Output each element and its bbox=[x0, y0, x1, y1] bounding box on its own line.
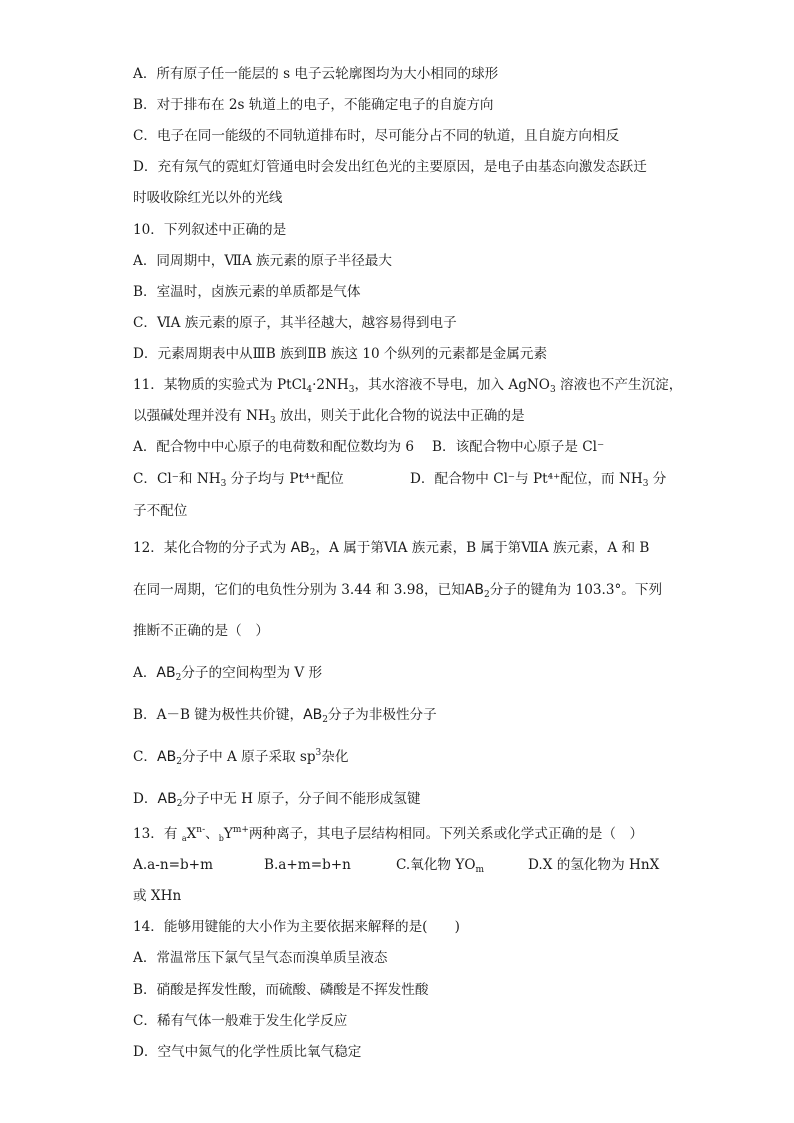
q12-option-c: C．$AB_2$分子中 A 原子采取 $sp^3$杂化 bbox=[133, 748, 349, 767]
q12-stem-line3: 推断不正确的是（ ） bbox=[133, 623, 269, 639]
q11-stem-line2: 以强碱处理并没有 $NH_3$ 放出，则关于此化合物的说法中正确的是 bbox=[133, 408, 525, 426]
q14-stem: 14．能够用键能的大小作为主要依据来解释的是( ) bbox=[133, 919, 460, 935]
q11-option-c: C．Cl⁻和 $NH_3$ 分子均与 Pt⁴⁺配位 bbox=[133, 471, 344, 489]
q13-option-d: D.X 的氢化物为 HnX bbox=[528, 857, 660, 873]
q9-option-d-continued: 时吸收除红光以外的光线 bbox=[133, 190, 283, 206]
q11-option-d: D．配合物中 Cl⁻与 Pt⁴⁺配位，而 $NH_3$ 分 bbox=[410, 471, 667, 489]
q12-option-d: D．$AB_2$分子中无 H 原子，分子间不能形成氢键 bbox=[133, 791, 421, 809]
q13-option-b: B.a+m=b+n bbox=[264, 857, 351, 873]
q12-stem-line2: 在同一周期，它们的电负性分别为 3.44 和 3.98，已知$AB_2$分子的键角为 103.3°。下列 bbox=[133, 582, 663, 600]
q14-option-a: A．常温常压下氯气呈气态而溴单质呈液态 bbox=[133, 950, 388, 966]
q10-option-d: D．元素周期表中从ⅢB 族到ⅡB 族这 10 个纵列的元素都是金属元素 bbox=[133, 346, 548, 362]
q12-option-b: B．A－B 键为极性共价键，$AB_2$分子为非极性分子 bbox=[133, 707, 437, 725]
q14-option-c: C．稀有气体一般难于发生化学反应 bbox=[133, 1013, 348, 1029]
q10-option-a: A．同周期中，ⅦA 族元素的原子半径最大 bbox=[133, 253, 392, 269]
q10-stem: 10．下列叙述中正确的是 bbox=[133, 222, 287, 238]
q10-option-b: B．室温时，卤族元素的单质都是气体 bbox=[133, 284, 361, 300]
q14-option-d: D．空气中氮气的化学性质比氧气稳定 bbox=[133, 1044, 362, 1060]
q13-stem: 13．有 $_aX^{n-}$、$_bY^{m+}$两种离子，其电子层结构相同。下列关系或化学式正确的是（ ） bbox=[133, 825, 644, 843]
q13-option-a: A.a-n=b+m bbox=[133, 857, 213, 873]
q11-options-ab: A．配合物中中心原子的电荷数和配位数均为 6 B．该配合物中心原子是 Cl⁻ bbox=[133, 439, 605, 455]
q9-option-b: B．对于排布在 2s 轨道上的电子，不能确定电子的自旋方向 bbox=[133, 97, 494, 113]
q9-option-a: A．所有原子任一能层的 s 电子云轮廓图均为大小相同的球形 bbox=[133, 66, 499, 82]
q11-stem-line1: 11．某物质的实验式为 $PtCl_4\cdot 2NH_3$，其水溶液不导电，加入 AgNO$_3$ 溶液也不产生沉淀， bbox=[133, 377, 683, 395]
q13-option-d-continued: 或 XHn bbox=[133, 888, 182, 904]
q9-option-d: D．充有氖气的霓虹灯管通电时会发出红色光的主要原因，是电子由基态向激发态跃迁 bbox=[133, 159, 647, 175]
q10-option-c: C．ⅥA 族元素的原子，其半径越大，越容易得到电子 bbox=[133, 315, 457, 331]
q12-option-a: A．$AB_2$分子的空间构型为 V 形 bbox=[133, 665, 323, 683]
q9-option-c: C．电子在同一能级的不同轨道排布时，尽可能分占不同的轨道，且自旋方向相反 bbox=[133, 128, 620, 144]
q13-option-c: C.氧化物 $YO_m$ bbox=[396, 857, 485, 875]
q11-option-d-continued: 子不配位 bbox=[133, 503, 188, 519]
q12-stem-line1: 12．某化合物的分子式为 $AB_2$，A 属于第ⅥA 族元素，B 属于第ⅦA 族元素，A 和 B bbox=[133, 540, 650, 558]
q14-option-b: B．硝酸是挥发性酸，而硫酸、磷酸是不挥发性酸 bbox=[133, 982, 429, 998]
